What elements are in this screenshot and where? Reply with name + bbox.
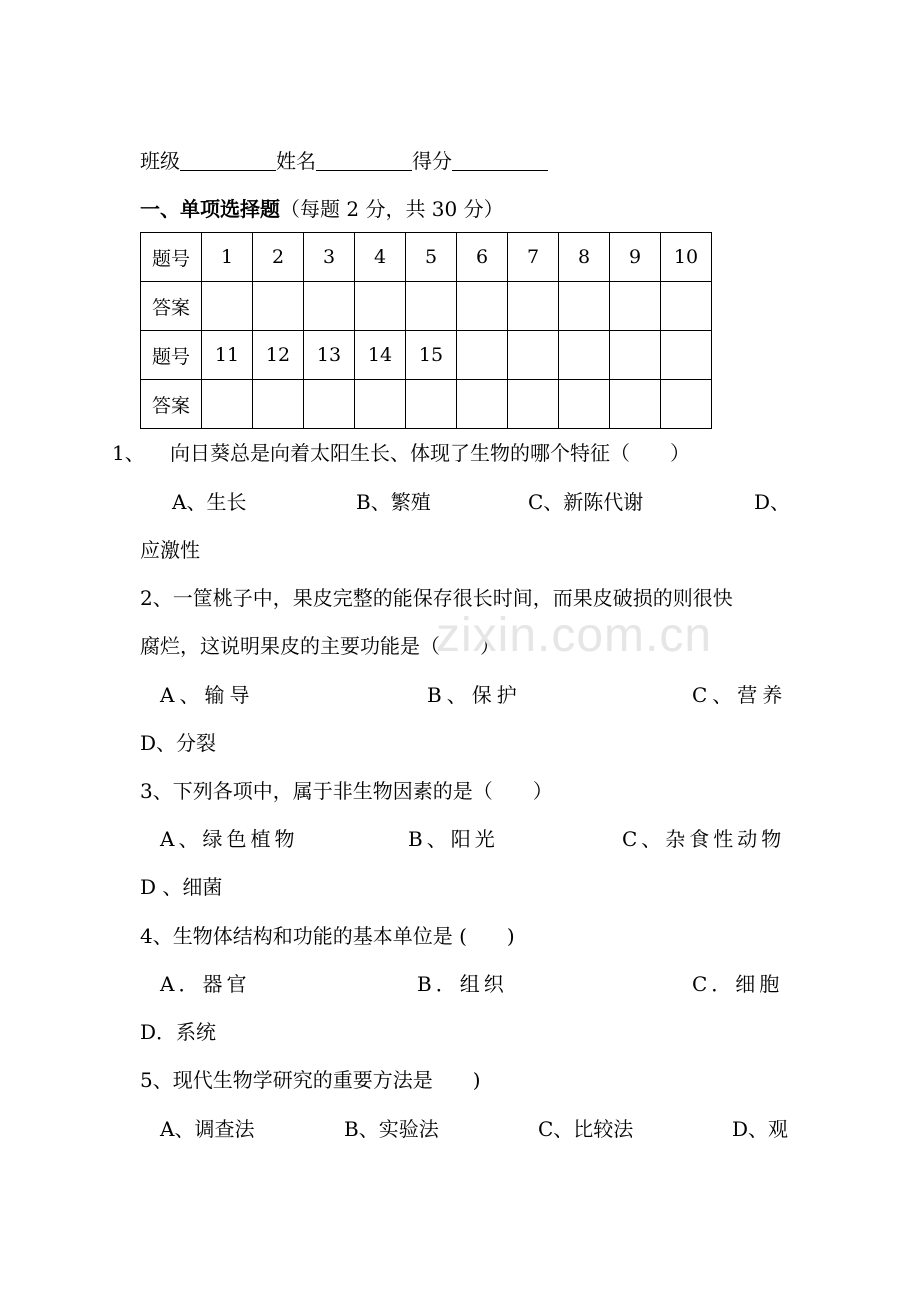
q5-stem: 5、现代生物学研究的重要方法是 ) (140, 1068, 481, 1092)
answer-cell[interactable] (610, 380, 661, 429)
question-number-cell: 14 (355, 331, 406, 380)
table-row-label: 答案 (141, 282, 202, 331)
answer-cell[interactable] (457, 380, 508, 429)
answer-cell[interactable] (661, 282, 712, 331)
answer-cell[interactable] (355, 282, 406, 331)
answer-cell[interactable] (304, 282, 355, 331)
table-row-label: 答案 (141, 380, 202, 429)
q4-option-d[interactable]: D．系统 (140, 1020, 217, 1044)
q3-option-b[interactable]: B、阳光 (408, 827, 499, 851)
question-number-cell: 7 (508, 233, 559, 282)
q2-option-b[interactable]: B、保护 (427, 683, 522, 707)
table-row-label: 题号 (141, 331, 202, 380)
score-blank[interactable] (452, 150, 548, 171)
answer-cell[interactable] (253, 380, 304, 429)
score-label: 得分 (412, 149, 452, 173)
question-number-cell: 2 (253, 233, 304, 282)
table-row-label: 题号 (141, 233, 202, 282)
answer-cell[interactable] (508, 282, 559, 331)
question-number-cell: 9 (610, 233, 661, 282)
answer-cell[interactable] (559, 282, 610, 331)
q1-stem: 向日葵总是向着太阳生长、体现了生物的哪个特征（ ） (170, 441, 690, 465)
answer-cell[interactable] (559, 380, 610, 429)
q3-option-d[interactable]: D 、细菌 (140, 875, 223, 899)
question-number-cell (508, 331, 559, 380)
answer-cell[interactable] (610, 282, 661, 331)
question-number-cell (559, 331, 610, 380)
q3-option-c[interactable]: C、杂食性动物 (622, 827, 786, 851)
answer-cell[interactable] (406, 380, 457, 429)
answer-cell[interactable] (202, 380, 253, 429)
q4-option-c[interactable]: C．细胞 (692, 972, 784, 996)
q5-option-d[interactable]: D、观 (732, 1117, 789, 1141)
table-row (141, 380, 712, 429)
answer-cell[interactable] (508, 380, 559, 429)
question-number-cell (457, 331, 508, 380)
q3-option-a[interactable]: A、绿色植物 (160, 827, 299, 851)
q4-option-a[interactable]: A．器官 (160, 972, 251, 996)
q1-option-a[interactable]: A、生长 (172, 490, 247, 514)
q5-option-b[interactable]: B、实验法 (344, 1117, 439, 1141)
class-blank[interactable] (180, 150, 276, 171)
q2-option-c[interactable]: C、营养 (692, 683, 788, 707)
question-number-cell: 12 (253, 331, 304, 380)
q2-stem-line2: 腐烂，这说明果皮的主要功能是（ ） (140, 634, 500, 658)
header-line (140, 150, 548, 171)
answer-cell[interactable] (304, 380, 355, 429)
q1-option-d-wrap: 应激性 (140, 538, 200, 562)
question-number-cell (661, 331, 712, 380)
class-label: 班级 (140, 149, 180, 173)
question-number-cell: 1 (202, 233, 253, 282)
q5-option-a[interactable]: A、调查法 (160, 1117, 255, 1141)
question-number-cell: 10 (661, 233, 712, 282)
q1-option-d[interactable]: D、 (754, 490, 791, 514)
question-number-cell: 8 (559, 233, 610, 282)
section-title (140, 199, 504, 219)
answer-cell[interactable] (457, 282, 508, 331)
question-number-cell: 15 (406, 331, 457, 380)
q2-option-d[interactable]: D、分裂 (140, 731, 217, 755)
section-title-main: 一、单项选择题 (140, 197, 280, 221)
table-row (141, 233, 712, 282)
q2-stem: 2、一筐桃子中，果皮完整的能保存很长时间，而果皮破损的则很快 (140, 586, 733, 610)
question-number-cell (610, 331, 661, 380)
q2-option-a[interactable]: A、输导 (160, 683, 255, 707)
question-number-cell: 11 (202, 331, 253, 380)
q5-option-c[interactable]: C、比较法 (538, 1117, 634, 1141)
answer-cell[interactable] (661, 380, 712, 429)
watermark: zixin.com.cn (436, 609, 713, 662)
section-title-note: （每题 2 分，共 30 分） (280, 197, 504, 221)
question-number-cell: 13 (304, 331, 355, 380)
answer-cell[interactable] (202, 282, 253, 331)
question-number-cell: 5 (406, 233, 457, 282)
answer-cell[interactable] (355, 380, 406, 429)
question-number-cell: 6 (457, 233, 508, 282)
table-row (141, 331, 712, 380)
answer-cell[interactable] (406, 282, 457, 331)
question-number-cell: 4 (355, 233, 406, 282)
answer-table (140, 232, 712, 429)
answer-cell[interactable] (253, 282, 304, 331)
q1-number: 1、 (112, 441, 145, 465)
name-blank[interactable] (316, 150, 412, 171)
q3-stem: 3、下列各项中，属于非生物因素的是（ ） (140, 779, 553, 803)
question-number-cell: 3 (304, 233, 355, 282)
table-row (141, 282, 712, 331)
q1-option-b[interactable]: B、繁殖 (356, 490, 431, 514)
q4-option-b[interactable]: B．组织 (417, 972, 508, 996)
q1-option-c[interactable]: C、新陈代谢 (528, 490, 644, 514)
q4-stem: 4、生物体结构和功能的基本单位是 ( ) (140, 924, 515, 948)
name-label: 姓名 (276, 149, 316, 173)
